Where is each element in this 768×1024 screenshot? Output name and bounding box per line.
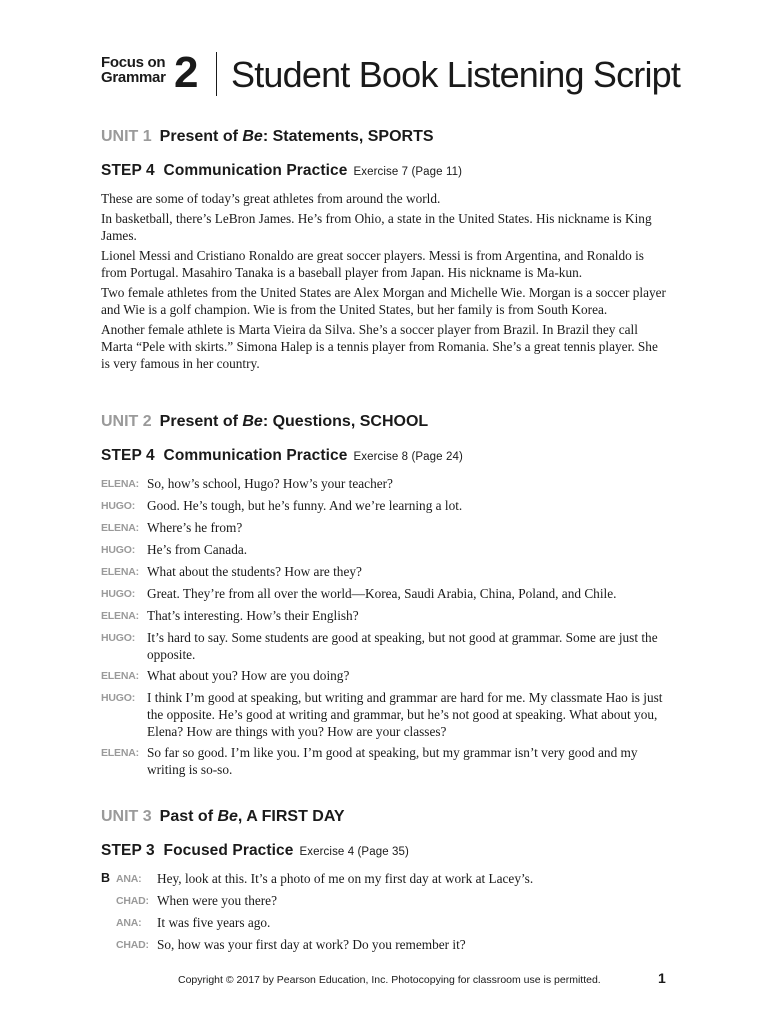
dialog-text: Hey, look at this. It’s a photo of me on my first day at work at Lacey’s. — [157, 871, 534, 886]
dialog-line — [101, 744, 671, 778]
exercise-ref: Exercise 8 (Page 24) — [353, 451, 463, 463]
unit-label: UNIT 1 — [101, 128, 152, 145]
step-title: STEP 3 Focused Practice — [101, 842, 294, 859]
dialog-line — [101, 892, 671, 910]
unit-title-post: : Questions, SCHOOL — [262, 413, 429, 430]
brand-line-2: Grammar — [101, 69, 166, 86]
unit-title-post: , A FIRST DAY — [237, 808, 345, 825]
speaker-label: ELENA: — [101, 670, 139, 682]
step-title: STEP 4 Communication Practice — [101, 447, 348, 464]
unit-1-step — [101, 162, 462, 180]
unit-title-em: Be — [217, 808, 238, 825]
dialog-text: So, how was your first day at work? Do you remember it? — [157, 937, 466, 952]
dialog-line — [101, 936, 671, 954]
page-title: Student Book Listening Script — [231, 54, 681, 95]
unit-3-step — [101, 842, 409, 860]
script-paragraph: Two female athletes from the United States are Alex Morgan and Michelle Wie. Morgan is a soccer player and Wie is a golf champion. Wie is from the United States, but her family is from South Korea. — [101, 285, 666, 317]
page-number: 1 — [658, 970, 666, 986]
script-paragraph: In basketball, there’s LeBron James. He’s from Ohio, a state in the United States. His nickname is King James. — [101, 211, 652, 243]
dialog-line — [101, 585, 671, 603]
dialog-line — [101, 667, 671, 685]
dialog-line — [101, 914, 671, 932]
dialog-line — [101, 629, 671, 663]
speaker-label: ELENA: — [101, 610, 139, 622]
header-divider — [216, 52, 217, 96]
dialog-line — [101, 497, 671, 515]
brand-logo — [101, 55, 166, 85]
dialog-text: It was five years ago. — [157, 915, 271, 930]
speaker-label: ELENA: — [101, 478, 139, 490]
speaker-label: CHAD: — [116, 939, 149, 951]
brand-line-1: Focus on — [101, 54, 166, 71]
unit-title-pre: Present of — [159, 413, 243, 430]
speaker-label: ELENA: — [101, 747, 139, 759]
dialog-text: Good. He’s tough, but he’s funny. And we’re learning a lot. — [147, 498, 463, 513]
unit-title-em: Be — [242, 413, 263, 430]
speaker-label: HUGO: — [101, 544, 135, 556]
unit-2-heading — [101, 413, 428, 431]
speaker-label: ELENA: — [101, 522, 139, 534]
unit-label: UNIT 3 — [101, 808, 152, 825]
dialog-text: He’s from Canada. — [147, 542, 248, 557]
unit-title-pre: Present of — [159, 128, 243, 145]
unit-3-dialog — [101, 870, 671, 958]
brand-number: 2 — [174, 48, 199, 97]
dialog-line — [101, 607, 671, 625]
dialog-line — [101, 541, 671, 559]
dialog-text: Great. They’re from all over the world—Korea, Saudi Arabia, China, Poland, and Chile. — [147, 586, 617, 601]
exercise-ref: Exercise 4 (Page 35) — [299, 846, 409, 858]
copyright-footer: Copyright © 2017 by Pearson Education, Inc. Photocopying for classroom use is permitted. — [178, 974, 601, 986]
dialog-line — [101, 689, 671, 740]
script-paragraph: These are some of today’s great athletes from around the world. — [101, 191, 441, 206]
dialog-text: What about you? How are you doing? — [147, 668, 350, 683]
speaker-label: HUGO: — [101, 632, 135, 644]
exercise-ref: Exercise 7 (Page 11) — [353, 166, 463, 178]
speaker-label: HUGO: — [101, 500, 135, 512]
page-header — [101, 48, 701, 98]
unit-2-dialog — [101, 475, 671, 782]
speaker-label: HUGO: — [101, 692, 135, 704]
unit-label: UNIT 2 — [101, 413, 152, 430]
unit-title-pre: Past of — [159, 808, 218, 825]
dialog-line — [101, 563, 671, 581]
dialog-line — [101, 870, 671, 888]
dialog-text: So, how’s school, Hugo? How’s your teacher? — [147, 476, 393, 491]
step-title: STEP 4 Communication Practice — [101, 162, 348, 179]
unit-2-step — [101, 447, 463, 465]
script-paragraph: Lionel Messi and Cristiano Ronaldo are great soccer players. Messi is from Argentina, and Ronaldo is from Portugal. Masahiro Tanaka is a baseball player from Japan. His nickname is Ma-kun. — [101, 248, 644, 280]
dialog-text: I think I’m good at speaking, but writing and grammar are hard for me. My classmate Hao is just the opposite. He’s good at writing and grammar, but he’s not good at speaking. What about you, Elena? How are things with you? How are your classes? — [147, 690, 663, 739]
dialog-text: What about the students? How are they? — [147, 564, 362, 579]
speaker-label: ELENA: — [101, 566, 139, 578]
unit-3-heading — [101, 808, 345, 826]
exercise-marker: B — [101, 871, 111, 885]
dialog-text: When were you there? — [157, 893, 277, 908]
dialog-line — [101, 475, 671, 493]
dialog-text: It’s hard to say. Some students are good at speaking, but not good at grammar. Some are just the opposite. — [147, 630, 658, 662]
unit-1-heading — [101, 128, 434, 146]
speaker-label: HUGO: — [101, 588, 135, 600]
unit-1-script — [101, 190, 669, 375]
dialog-text: Where’s he from? — [147, 520, 243, 535]
speaker-label: ANA: — [116, 873, 142, 885]
dialog-line — [101, 519, 671, 537]
script-paragraph: Another female athlete is Marta Vieira da Silva. She’s a soccer player from Brazil. In Brazil they call Marta “Pele with skirts.” Simona Halep is a tennis player from Romania. She’s a great tennis player. She is very famous in her country. — [101, 322, 658, 371]
unit-title-post: : Statements, SPORTS — [262, 128, 434, 145]
unit-title-em: Be — [242, 128, 263, 145]
speaker-label: CHAD: — [116, 895, 149, 907]
speaker-label: ANA: — [116, 917, 142, 929]
dialog-text: So far so good. I’m like you. I’m good at speaking, but my grammar isn’t very good and my writing is so-so. — [147, 745, 638, 777]
dialog-text: That’s interesting. How’s their English? — [147, 608, 359, 623]
